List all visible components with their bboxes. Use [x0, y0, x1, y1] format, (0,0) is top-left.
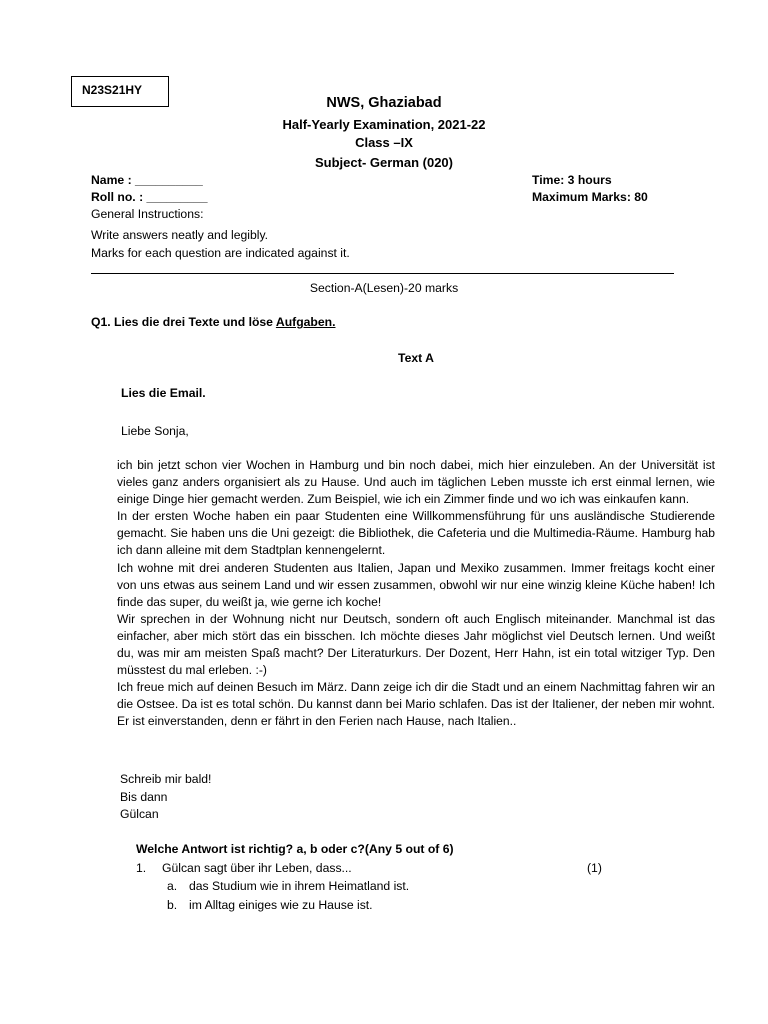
letter-greeting: Liebe Sonja,: [121, 424, 189, 438]
time-label: Time: 3 hours: [532, 173, 612, 187]
letter-paragraph: Ich wohne mit drei anderen Studenten aus Italien, Japan und Mexiko zusammen. Immer freitags kocht einer von uns etwas aus seinem Land und wir essen zusammen, obwohl wir nur eine winzig kleine Küche haben! Ich finde das super, du weißt ja, wie gerne ich koche!: [117, 560, 715, 609]
text-a-instruction: Lies die Email.: [121, 386, 206, 400]
paper-code: N23S21HY: [82, 83, 143, 97]
text-a-heading: Text A: [398, 351, 434, 365]
letter-closing-1: Schreib mir bald!: [120, 772, 212, 786]
option-a-label: a.: [167, 879, 178, 893]
letter-paragraph: ich bin jetzt schon vier Wochen in Hamburg und bin noch dabei, mich hier einzuleben. An der Universität ist vieles ganz anders organisiert als zu Hause. Und auch im täglichen Leben musste ich erst einmal lernen, wie einige Dinge hier gemacht werden. Zum Beispiel, wie ich ein Zimmer finde und wo ich was einkaufen kann.: [117, 458, 715, 507]
section-title: Section-A(Lesen)-20 marks: [309, 281, 459, 295]
question-1-heading: [91, 315, 336, 329]
separator-line: [91, 273, 674, 274]
class-label: Class –IX: [355, 135, 413, 150]
max-marks-label: Maximum Marks: 80: [532, 190, 648, 204]
option-b-text: im Alltag einiges wie zu Hause ist.: [189, 898, 373, 912]
letter-body: [117, 457, 715, 731]
school-name: NWS, Ghaziabad: [326, 95, 442, 111]
name-field: Name : __________: [91, 173, 203, 187]
letter-closing-2: Bis dann: [120, 790, 168, 804]
question-1-text: Q1. Lies die drei Texte und löse: [91, 315, 276, 329]
question-1-marks: (1): [587, 861, 602, 875]
letter-paragraph: Wir sprechen in der Wohnung nicht nur Deutsch, sondern oft auch Englisch miteinander. Manchmal ist das einfacher, aber mich stört das ein bisschen. Ich möchte dieses Jahr möglichst viel Deutsch lernen. Und weißt du, was mir am meisten Spaß macht? Der Literaturkurs. Der Dozent, Herr Hahn, ist ein total witziger Typ. Den müsstest du mal erleben. :-): [117, 611, 715, 678]
roll-field: Roll no. : _________: [91, 190, 208, 204]
option-a-text: das Studium wie in ihrem Heimatland ist.: [189, 879, 410, 893]
question-1-underlined: Aufgaben.: [275, 315, 336, 329]
questions-heading: Welche Antwort ist richtig? a, b oder c?(Any 5 out of 6): [136, 842, 454, 856]
exam-title: Half-Yearly Examination, 2021-22: [282, 117, 486, 132]
letter-paragraph: Ich freue mich auf deinen Besuch im März. Dann zeige ich dir die Stadt und an einem Nachmittag fahren wir an die Ostsee. Da ist es total schön. Du kannst dann bei Mario schlafen. Das ist der Italiener, der neben mir wohnt. Er ist einverstanden, denn er fährt in den Ferien nach Hause, nach Italien..: [117, 680, 715, 729]
letter-paragraph: In der ersten Woche haben ein paar Studenten eine Willkommensführung für uns ausländische Studierende gemacht. Sie haben uns die Uni gezeigt: die Bibliothek, die Cafeteria und die Multimedia-Räume. Hamburg hab ich dann alleine mit dem Stadtplan kennengelernt.: [117, 509, 715, 558]
instruction-1: Write answers neatly and legibly.: [91, 228, 269, 242]
subject-label: Subject- German (020): [315, 155, 453, 170]
instruction-2: Marks for each question are indicated against it.: [91, 246, 350, 260]
instructions-title: General Instructions:: [91, 207, 204, 221]
question-1-number: 1.: [136, 861, 147, 875]
option-b-label: b.: [167, 898, 178, 912]
letter-signature: Gülcan: [120, 807, 159, 821]
question-1-prompt: Gülcan sagt über ihr Leben, dass...: [162, 861, 352, 875]
